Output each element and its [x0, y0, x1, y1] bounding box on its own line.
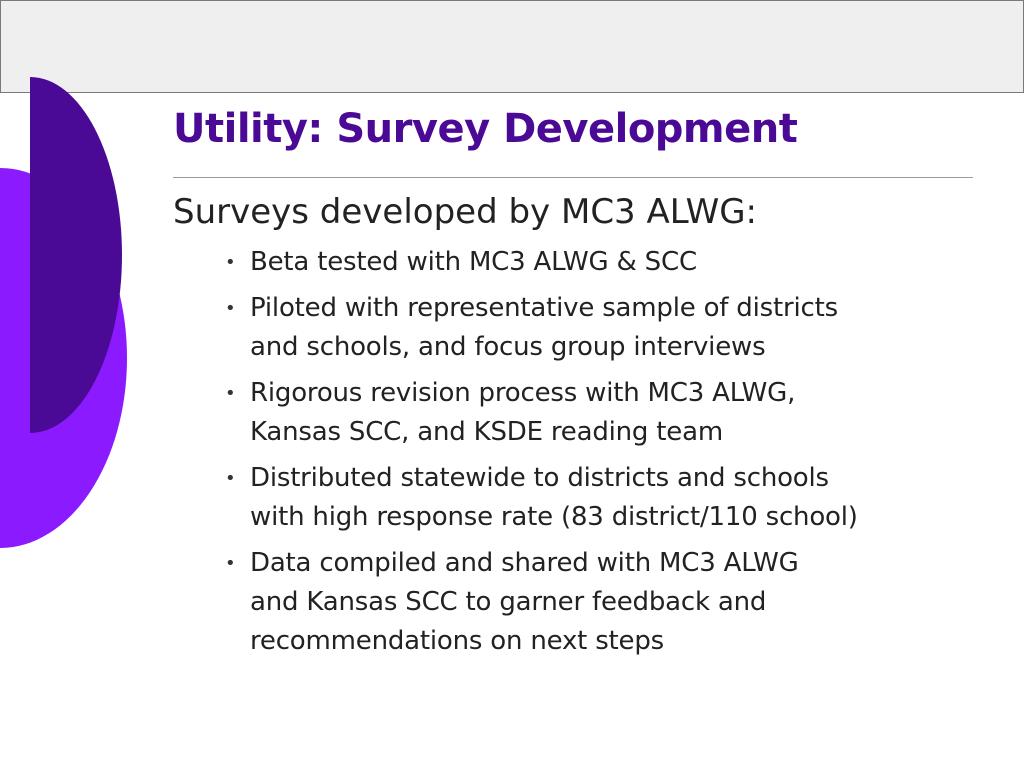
- bullet-item: [225, 289, 985, 367]
- bullet-dot-icon: •: [225, 298, 236, 319]
- bullet-dot-icon: •: [225, 252, 236, 273]
- lead-text: Surveys developed by MC3 ALWG:: [173, 192, 757, 232]
- bullet-line: Piloted with representative sample of districts: [250, 293, 838, 323]
- bullet-line: and schools, and focus group interviews: [250, 332, 766, 362]
- bullet-line: Beta tested with MC3 ALWG & SCC: [250, 247, 697, 277]
- header-band: [0, 0, 1024, 93]
- bullet-dot-icon: •: [225, 383, 236, 404]
- bullet-line: and Kansas SCC to garner feedback and: [250, 587, 767, 617]
- bullet-line: Rigorous revision process with MC3 ALWG,: [250, 378, 796, 408]
- bullet-line: Data compiled and shared with MC3 ALWG: [250, 548, 799, 578]
- bullet-item: [225, 243, 985, 282]
- bullet-line: Distributed statewide to districts and schools: [250, 463, 829, 493]
- bullet-dot-icon: •: [225, 468, 236, 489]
- decorative-shapes: [0, 0, 140, 560]
- bullet-list: [225, 243, 985, 668]
- bullet-dot-icon: •: [225, 553, 236, 574]
- bullet-line: with high response rate (83 district/110 school): [250, 502, 858, 532]
- bullet-item: [225, 544, 985, 661]
- bullet-item: [225, 459, 985, 537]
- title-divider: [173, 177, 973, 178]
- bullet-item: [225, 374, 985, 452]
- bullet-line: Kansas SCC, and KSDE reading team: [250, 417, 723, 447]
- bullet-line: recommendations on next steps: [250, 626, 664, 656]
- slide-title: Utility: Survey Development: [173, 106, 798, 152]
